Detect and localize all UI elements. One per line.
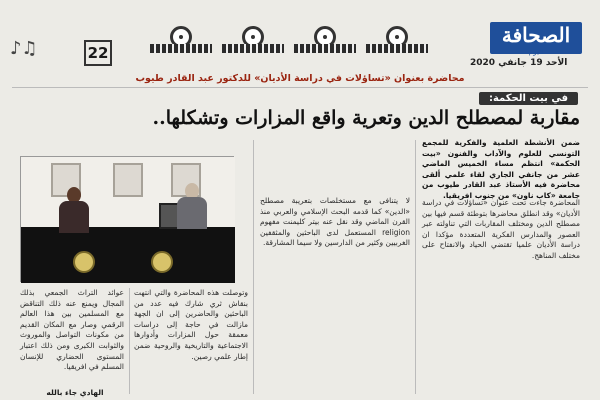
article-column: وتوصلت هذه المحاضرة والتي انتهت بنقاش ثري شارك فيه عدد من الباحثين والحاضرين إلى ان الجهة مازالت في حاجة إلى دراسات معمقة حول المزارات وأدوارها الاجتماعية والتاريخية والروحية ضمن إطار علمي رصين.	[134, 288, 248, 361]
masthead	[0, 0, 600, 74]
film-reel-icon	[366, 26, 428, 56]
article-lead: ضمن الأنشطة العلمية والفكرية للمجمع التونسي للعلوم والآداب والفنون «بيت الحكمة» انتظم مساء الخميس الماضي عشر من جانفي الجاري لقاء علمي ألقى محاضرة فيه الأستاذ عبد القادر طيوب من جامعة «كاب ناون» من جنوب افريقيا.	[422, 138, 580, 200]
column-divider	[415, 140, 416, 394]
column-divider	[253, 140, 254, 394]
film-reel-icon	[294, 26, 356, 56]
issue-date: الأحد 19 جانفي 2020	[470, 58, 568, 68]
article-column: لا يتنافى مع مستخلصات بتعريبة مصطلح «الدين» كما قدمه البحث الإسلامي والعربي منذ القرن الماضي وقد نقل عنه بيتر كليمنت مفهوم religion المستعمل لدى الباحثين والمثقفين الغربيين وكثير من الدارسين ولا سيما المشارقة.	[260, 196, 410, 248]
section-label: في بيت الحكمة:	[479, 92, 578, 105]
film-reel-icon	[222, 26, 284, 56]
speaker-figure	[59, 187, 89, 233]
page-number: 22	[84, 40, 112, 66]
newspaper-logo-subtitle: اليوم	[528, 48, 544, 56]
emblem-icon	[73, 251, 95, 273]
article-column: عوائد التراث الجمعي بذلك المجال ويمنع عنه ذلك التناقض مع المسلمين بين هذا العالم الرقمي وصار مع المكان القديم من مكونات التواصل والموروث والثوابت الكبرى ومن ذلك اعتبار المستوى الحضاري للإنسان المسلم في افريقيا.	[20, 288, 124, 372]
film-reel-icon	[150, 26, 212, 56]
music-notes-icon: ♫♪	[10, 38, 38, 59]
event-photo	[20, 156, 234, 282]
article-column: المحاضرة جاءت تحت عنوان «تساؤلات في دراسة الأديان» وقد انطلق محاضرها بتوطئة قسم فيها بين مصطلح الدين ومختلف المقاربات التي تناولته عبر العصور والمدارس الفكرية المتعددة مؤكدا ان دراسة الأديان علميا تقتضي الحياد والانفتاح على مختلف المناهج.	[422, 198, 580, 260]
article-kicker: محاضرة بعنوان «تساؤلات في دراسة الأديان» للدكتور عبد القادر طيوب	[12, 70, 588, 88]
article-headline: مقاربة لمصطلح الدين وتعرية واقع المزارات وتشكلها..	[152, 107, 580, 129]
column-divider	[129, 288, 130, 394]
emblem-icon	[151, 251, 173, 273]
speaker-figure	[177, 183, 207, 229]
film-strip-banner	[150, 26, 470, 56]
article-author: الهادي جاء بالله	[46, 388, 104, 397]
newspaper-logo: الصحافة	[490, 22, 582, 54]
